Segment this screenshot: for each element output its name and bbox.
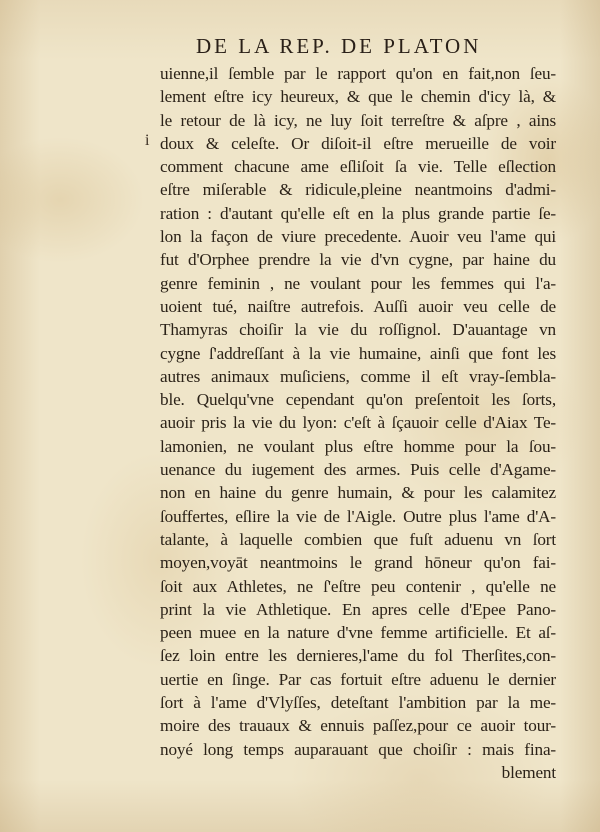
- text-line: le retour de là icy, ne luy ſoit terreſtre & aſpre , ains: [160, 110, 556, 130]
- text-line: eſtre miſerable & ridicule,pleine neantmoins d'admi-: [160, 180, 556, 200]
- text-line: Thamyras choiſir la vie du roſſignol. D'auantage vn: [160, 320, 556, 340]
- text-line: uienne,il ſemble par le rapport qu'on en fait,non ſeu-: [160, 64, 556, 83]
- text-line: ration : d'autant qu'elle eſt en la plus grande partie ſe-: [160, 203, 556, 223]
- text-line: non en haine du genre humain, & pour les calamitez: [160, 483, 556, 503]
- text-line: fut d'Orphee prendre la vie d'vn cygne, par haine du: [160, 250, 556, 270]
- text-line: doux & celeſte. Or diſoit-il eſtre merueille de voir: [160, 133, 556, 153]
- text-line: ble. Quelqu'vne cependant qu'on preſentoit les ſorts,: [160, 390, 556, 410]
- text-line: lamonien, ne voulant plus eſtre homme pour la ſou-: [160, 436, 556, 456]
- text-line: comment chacune ame eſliſoit ſa vie. Telle eſlection: [160, 157, 556, 177]
- text-line: lement eſtre icy heureux, & que le chemin d'icy là, &: [160, 87, 556, 107]
- body-text: [160, 62, 556, 784]
- text-line: autres animaux muſiciens, comme il eſt vray-ſembla-: [160, 366, 556, 386]
- text-line: lon la façon de viure precedente. Auoir veu l'ame qui: [160, 227, 556, 247]
- text-line: ſez loin entre les dernieres,l'ame du fol Therſites,con-: [160, 646, 556, 666]
- text-line: noyé long temps auparauant que choiſir : mais fina-: [160, 739, 556, 759]
- catchword: blement: [501, 762, 556, 782]
- text-line: uertie en ſinge. Par cas fortuit eſtre aduenu le dernier: [160, 669, 556, 689]
- text-line: genre feminin , ne voulant pour les femmes qui l'a-: [160, 273, 556, 293]
- text-line: print la vie Athletique. En apres celle d'Epee Pano-: [160, 599, 556, 619]
- text-line: moyen,voyāt neantmoins le grand hōneur qu'on fai-: [160, 553, 556, 573]
- text-line: ſort à l'ame d'Vlyſſes, deteſtant l'ambition par la me-: [160, 693, 556, 713]
- margin-mark: i: [145, 132, 150, 149]
- text-line: uoient tué, naiſtre autrefois. Auſſi auoir veu celle de: [160, 296, 556, 316]
- text-line: ſouffertes, eſlire la vie de l'Aigle. Outre plus l'ame d'A-: [160, 506, 556, 526]
- text-line: moire des trauaux & ennuis paſſez,pour ce auoir tour-: [160, 716, 556, 736]
- text-line: auoir pris la vie du lyon: c'eſt à ſçauoir celle d'Aiax Te-: [160, 413, 556, 433]
- text-line: talante, à laquelle combien que fuſt aduenu vn ſort: [160, 529, 556, 549]
- text-line: cygne ſ'addreſſant à la vie humaine, ainſi que font les: [160, 343, 556, 363]
- text-line: peen muee en la nature d'vne femme artificielle. Et aſ-: [160, 623, 556, 643]
- text-line: uenance du iugement des armes. Puis celle d'Agame-: [160, 460, 556, 480]
- text-line: ſoit aux Athletes, ne ſ'eſtre peu contenir , qu'elle ne: [160, 576, 556, 596]
- running-header: DE LA REP. DE PLATON: [196, 34, 482, 58]
